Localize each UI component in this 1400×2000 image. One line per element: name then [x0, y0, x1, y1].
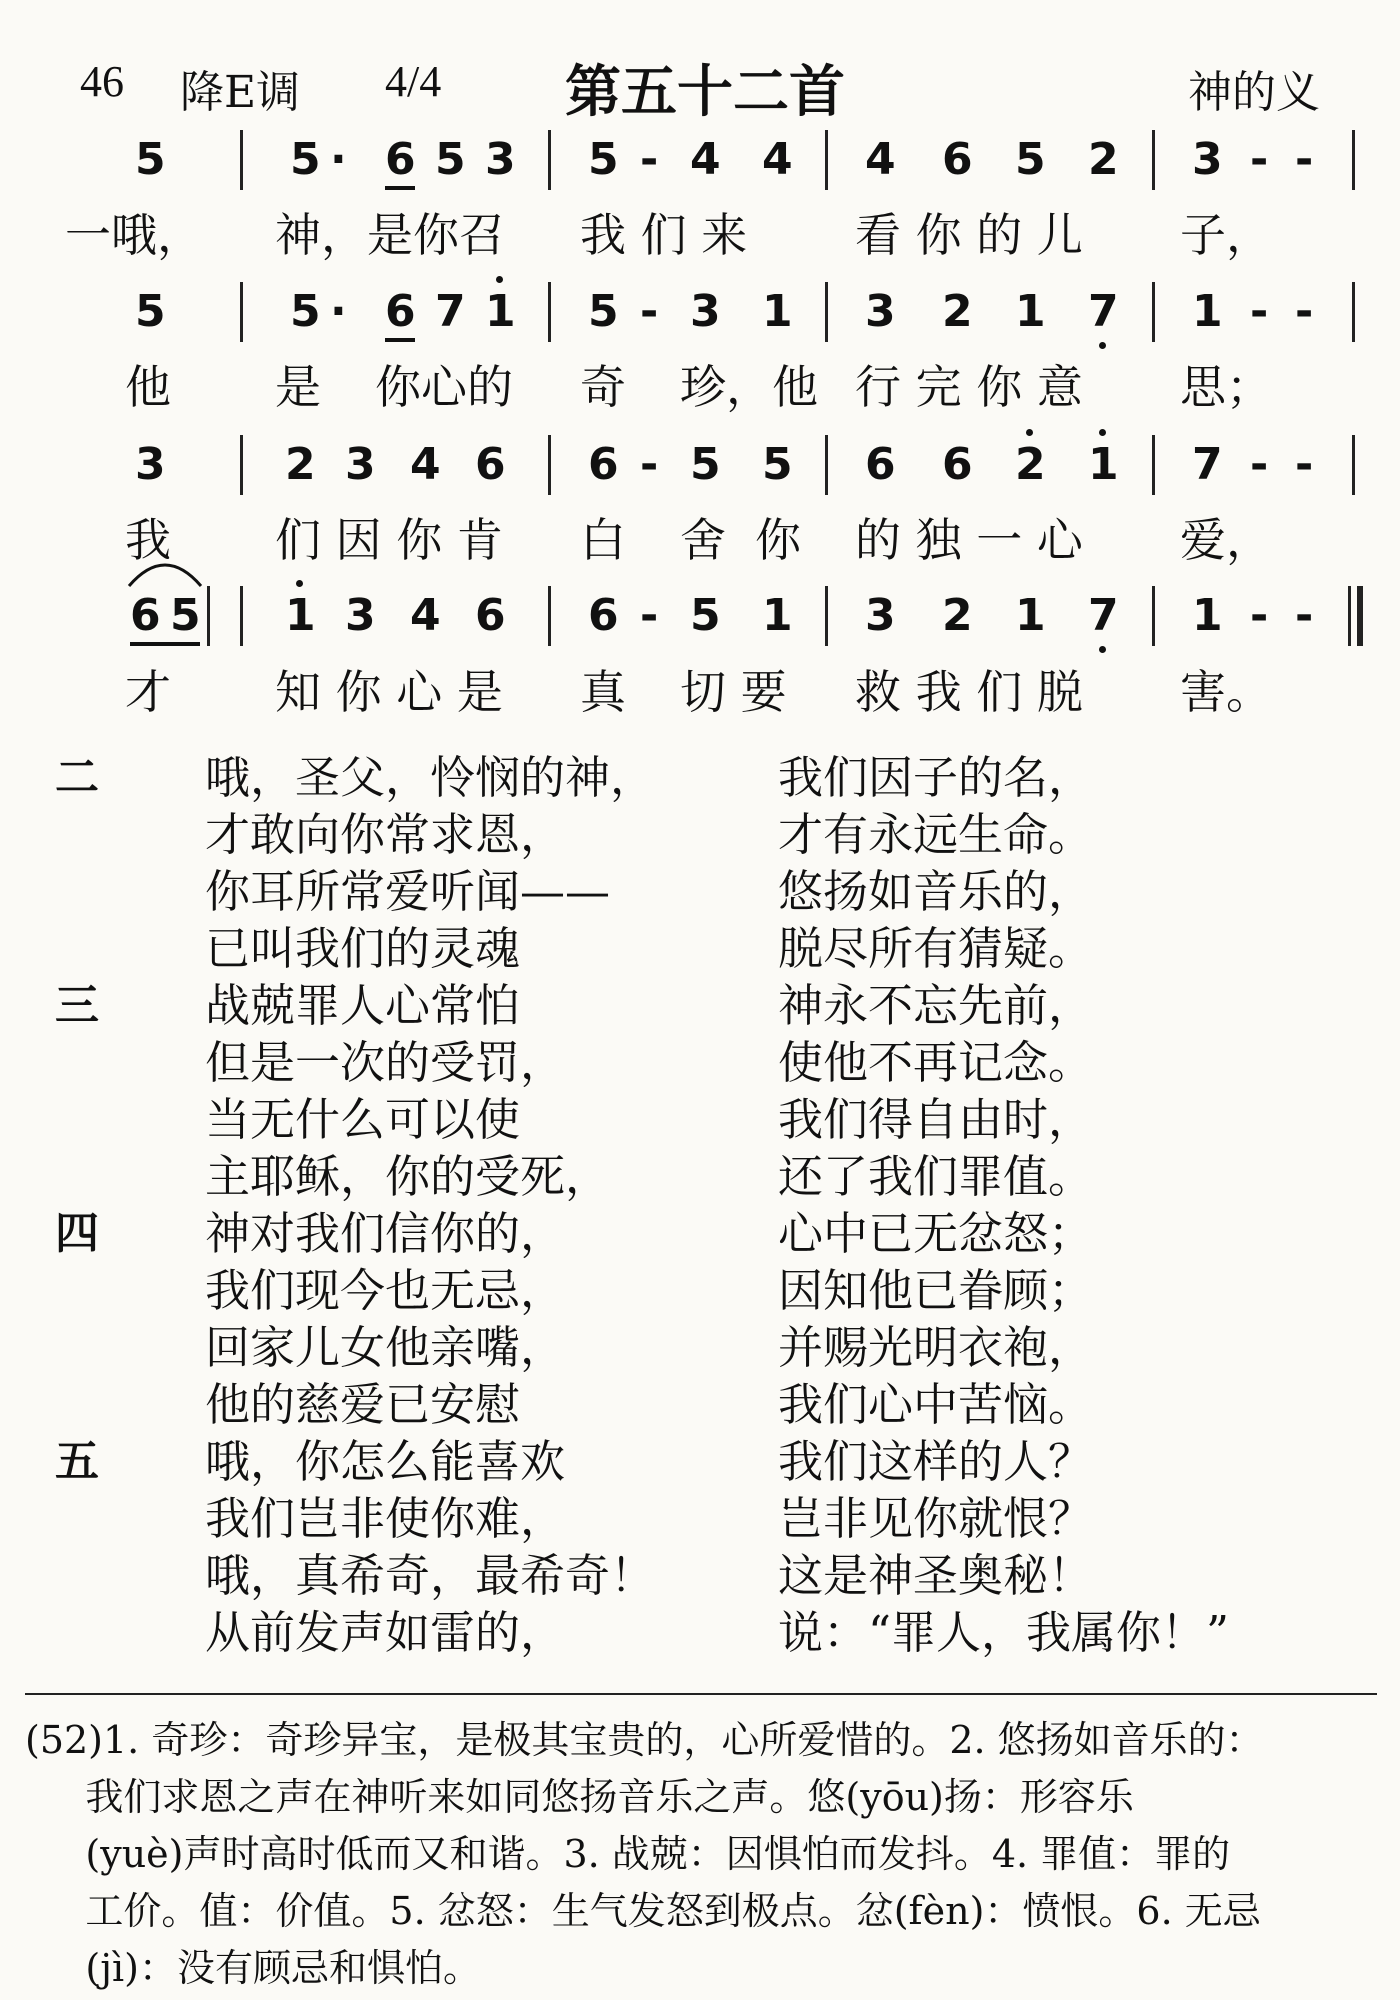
verse-line: 他的慈爱已安慰	[205, 1378, 521, 1431]
note: 5	[588, 286, 619, 337]
verse-line: 当无什么可以使	[205, 1093, 521, 1146]
lyrics-row-3	[0, 510, 1400, 570]
note: 1	[1192, 590, 1223, 641]
dash: -	[640, 286, 659, 337]
dash: -	[640, 439, 659, 490]
note: 2	[285, 439, 316, 490]
note: 1	[1088, 439, 1119, 490]
lyric: 我	[125, 513, 171, 567]
octave-dot-high	[496, 276, 503, 283]
note: 1	[1015, 286, 1046, 337]
note: 3	[345, 439, 376, 490]
footnote-divider	[25, 1693, 1377, 1695]
note: 6	[942, 439, 973, 490]
note: 2	[942, 590, 973, 641]
lyric: 舍	[680, 513, 726, 567]
octave-dot-high	[1026, 429, 1033, 436]
dash: -	[1295, 439, 1314, 490]
verse-line: 你耳所常爱听闻——	[205, 865, 611, 918]
hymn-title: 第五十二首	[565, 60, 845, 125]
footnote-line: (52)1. 奇珍：奇珍异宝，是极其宝贵的，心所爱惜的。2. 悠扬如音乐的：	[25, 1718, 1264, 1762]
note: 3	[135, 439, 166, 490]
note: 2	[1015, 439, 1046, 490]
note: 6	[588, 590, 619, 641]
verse-line: 并赐光明衣袍，	[778, 1321, 1094, 1374]
dash: -	[640, 134, 659, 185]
note: 6	[385, 134, 416, 185]
slur	[125, 550, 205, 590]
verse-line: 说：“罪人，我属你！”	[778, 1606, 1230, 1659]
dash: -	[1295, 590, 1314, 641]
lyrics-row-2	[0, 357, 1400, 417]
note: 1	[1015, 590, 1046, 641]
verse-number: 三	[55, 980, 99, 1031]
verse-line: 悠扬如音乐的，	[778, 865, 1094, 918]
page-number: 46	[80, 57, 124, 106]
verse-line: 才有永远生命。	[778, 808, 1094, 861]
lyric: 才	[125, 665, 171, 719]
note: 5	[435, 134, 466, 185]
octave-dot-high	[1099, 429, 1106, 436]
verse-line: 从前发声如雷的，	[205, 1606, 566, 1659]
note: 3	[690, 286, 721, 337]
note: 2	[942, 286, 973, 337]
note: 5	[290, 286, 321, 337]
note: 4	[410, 590, 441, 641]
notes-row-2	[0, 282, 1400, 342]
note: 1	[762, 590, 793, 641]
note: 6	[130, 590, 161, 641]
notes-row-1	[0, 130, 1400, 190]
note: 3	[485, 134, 516, 185]
octave-dot-low	[1099, 342, 1106, 349]
verse-line: 我们心中苦恼。	[778, 1378, 1094, 1431]
verse-number: 四	[55, 1208, 99, 1259]
dash: -	[1250, 590, 1269, 641]
lyric: 你心的	[375, 360, 513, 414]
note: 7	[1088, 286, 1119, 337]
note: 5	[135, 134, 166, 185]
note: 5	[1015, 134, 1046, 185]
verse-line: 但是一次的受罚，	[205, 1036, 566, 1089]
verse-line: 神永不忘先前，	[778, 979, 1094, 1032]
lyric: 行 完 你 意	[855, 360, 1083, 414]
verse-line: 因知他已眷顾；	[778, 1264, 1094, 1317]
time-signature: 4/4	[385, 57, 442, 106]
lyrics-row-4	[0, 662, 1400, 722]
lyric: 知 你 心 是	[275, 665, 503, 719]
footnote-line: 我们求恩之声在神听来如同悠扬音乐之声。悠(yōu)扬：形容乐	[25, 1775, 1134, 1819]
verse-line: 心中已无忿怒；	[778, 1207, 1094, 1260]
lyric: 爱，	[1180, 513, 1272, 567]
note: 6	[942, 134, 973, 185]
verse-line: 神对我们信你的，	[205, 1207, 566, 1260]
verse-line: 岂非见你就恨？	[778, 1492, 1094, 1545]
verse-line: 我们岂非使你难，	[205, 1492, 566, 1545]
verse-line: 回家儿女他亲嘴，	[205, 1321, 566, 1374]
verse-line: 我们现今也无忌，	[205, 1264, 566, 1317]
lyric: 救 我 们 脱	[855, 665, 1083, 719]
lyric: 珍，他	[680, 360, 818, 414]
eighth-underline	[385, 186, 415, 190]
verse-line: 哦，圣父，怜悯的神，	[205, 751, 656, 804]
note: 1	[485, 286, 516, 337]
footnote-line: (yuè)声时高时低而又和谐。3. 战兢：因惧怕而发抖。4. 罪值：罪的	[25, 1832, 1231, 1876]
note: 5	[690, 439, 721, 490]
lyric: 白	[580, 513, 626, 567]
eighth-underline	[385, 338, 415, 342]
note: 4	[762, 134, 793, 185]
verse-line: 才敢向你常求恩，	[205, 808, 566, 861]
note: 5	[690, 590, 721, 641]
lyric: 子，	[1180, 208, 1272, 262]
verse-line: 还了我们罪值。	[778, 1150, 1094, 1203]
note: 3	[1192, 134, 1223, 185]
notes-row-4	[0, 586, 1400, 646]
hymn-category: 神的义	[1188, 67, 1320, 118]
note: 1	[285, 590, 316, 641]
key-signature: 降E调	[180, 67, 301, 118]
verse-line: 哦，你怎么能喜欢	[205, 1435, 566, 1488]
lyric: 一哦，	[65, 208, 203, 262]
footnote-line: 工价。值：价值。5. 忿怒：生气发怒到极点。忿(fèn)：愤恨。6. 无忌	[25, 1889, 1261, 1933]
footnote-line: (jì)：没有顾忌和惧怕。	[25, 1946, 481, 1990]
footnotes	[25, 1712, 1377, 1997]
lyrics-row-1	[0, 205, 1400, 265]
dash: -	[1295, 286, 1314, 337]
dash: -	[1295, 134, 1314, 185]
lyric: 我 们 来	[580, 208, 748, 262]
note-dot: ·	[330, 286, 347, 337]
verse-line: 哦，真希奇，最希奇！	[205, 1549, 656, 1602]
dash: -	[640, 590, 659, 641]
note: 6	[385, 286, 416, 337]
eighth-underline	[130, 642, 200, 646]
dash: -	[1250, 439, 1269, 490]
verse-line: 主耶稣，你的受死，	[205, 1150, 611, 1203]
verse-number: 五	[55, 1436, 99, 1487]
lyric: 你	[755, 513, 801, 567]
lyric: 看 你 的 儿	[855, 208, 1083, 262]
note: 6	[865, 439, 896, 490]
note: 6	[588, 439, 619, 490]
verse-line: 使他不再记念。	[778, 1036, 1094, 1089]
lyric: 是	[275, 360, 321, 414]
note: 1	[1192, 286, 1223, 337]
note: 7	[435, 286, 466, 337]
note: 7	[1192, 439, 1223, 490]
note: 4	[690, 134, 721, 185]
lyric: 真	[580, 665, 626, 719]
verse-number: 二	[55, 752, 99, 803]
lyric: 他	[125, 360, 171, 414]
note: 3	[865, 286, 896, 337]
verse-line: 战兢罪人心常怕	[205, 979, 521, 1032]
dash: -	[1250, 286, 1269, 337]
octave-dot-high	[296, 580, 303, 587]
lyric: 奇	[580, 360, 626, 414]
octave-dot-low	[1099, 646, 1106, 653]
verse-line: 我们得自由时，	[778, 1093, 1094, 1146]
note: 5	[135, 286, 166, 337]
verse-line: 我们这样的人？	[778, 1435, 1094, 1488]
note: 1	[762, 286, 793, 337]
verse-line: 脱尽所有猜疑。	[778, 922, 1094, 975]
verse-line: 我们因子的名，	[778, 751, 1094, 804]
note: 3	[865, 590, 896, 641]
verse-line: 已叫我们的灵魂	[205, 922, 521, 975]
lyric: 们 因 你 肯	[275, 513, 503, 567]
jianpu-score	[0, 130, 1400, 730]
lyric: 切 要	[680, 665, 787, 719]
note: 2	[1088, 134, 1119, 185]
lyric: 的 独 一 心	[855, 513, 1083, 567]
notes-row-3	[0, 435, 1400, 495]
hymn-header	[0, 48, 1400, 125]
dash: -	[1250, 134, 1269, 185]
verse-line: 这是神圣奥秘！	[778, 1549, 1094, 1602]
note: 4	[865, 134, 896, 185]
note-dot: ·	[330, 134, 347, 185]
note: 6	[475, 439, 506, 490]
note: 5	[290, 134, 321, 185]
lyric: 思；	[1180, 360, 1272, 414]
note: 5	[588, 134, 619, 185]
note: 5	[170, 590, 201, 641]
lyric: 神，是你召	[275, 208, 505, 262]
lyric: 害。	[1180, 665, 1272, 719]
note: 4	[410, 439, 441, 490]
note: 7	[1088, 590, 1119, 641]
note: 6	[475, 590, 506, 641]
note: 3	[345, 590, 376, 641]
note: 5	[762, 439, 793, 490]
